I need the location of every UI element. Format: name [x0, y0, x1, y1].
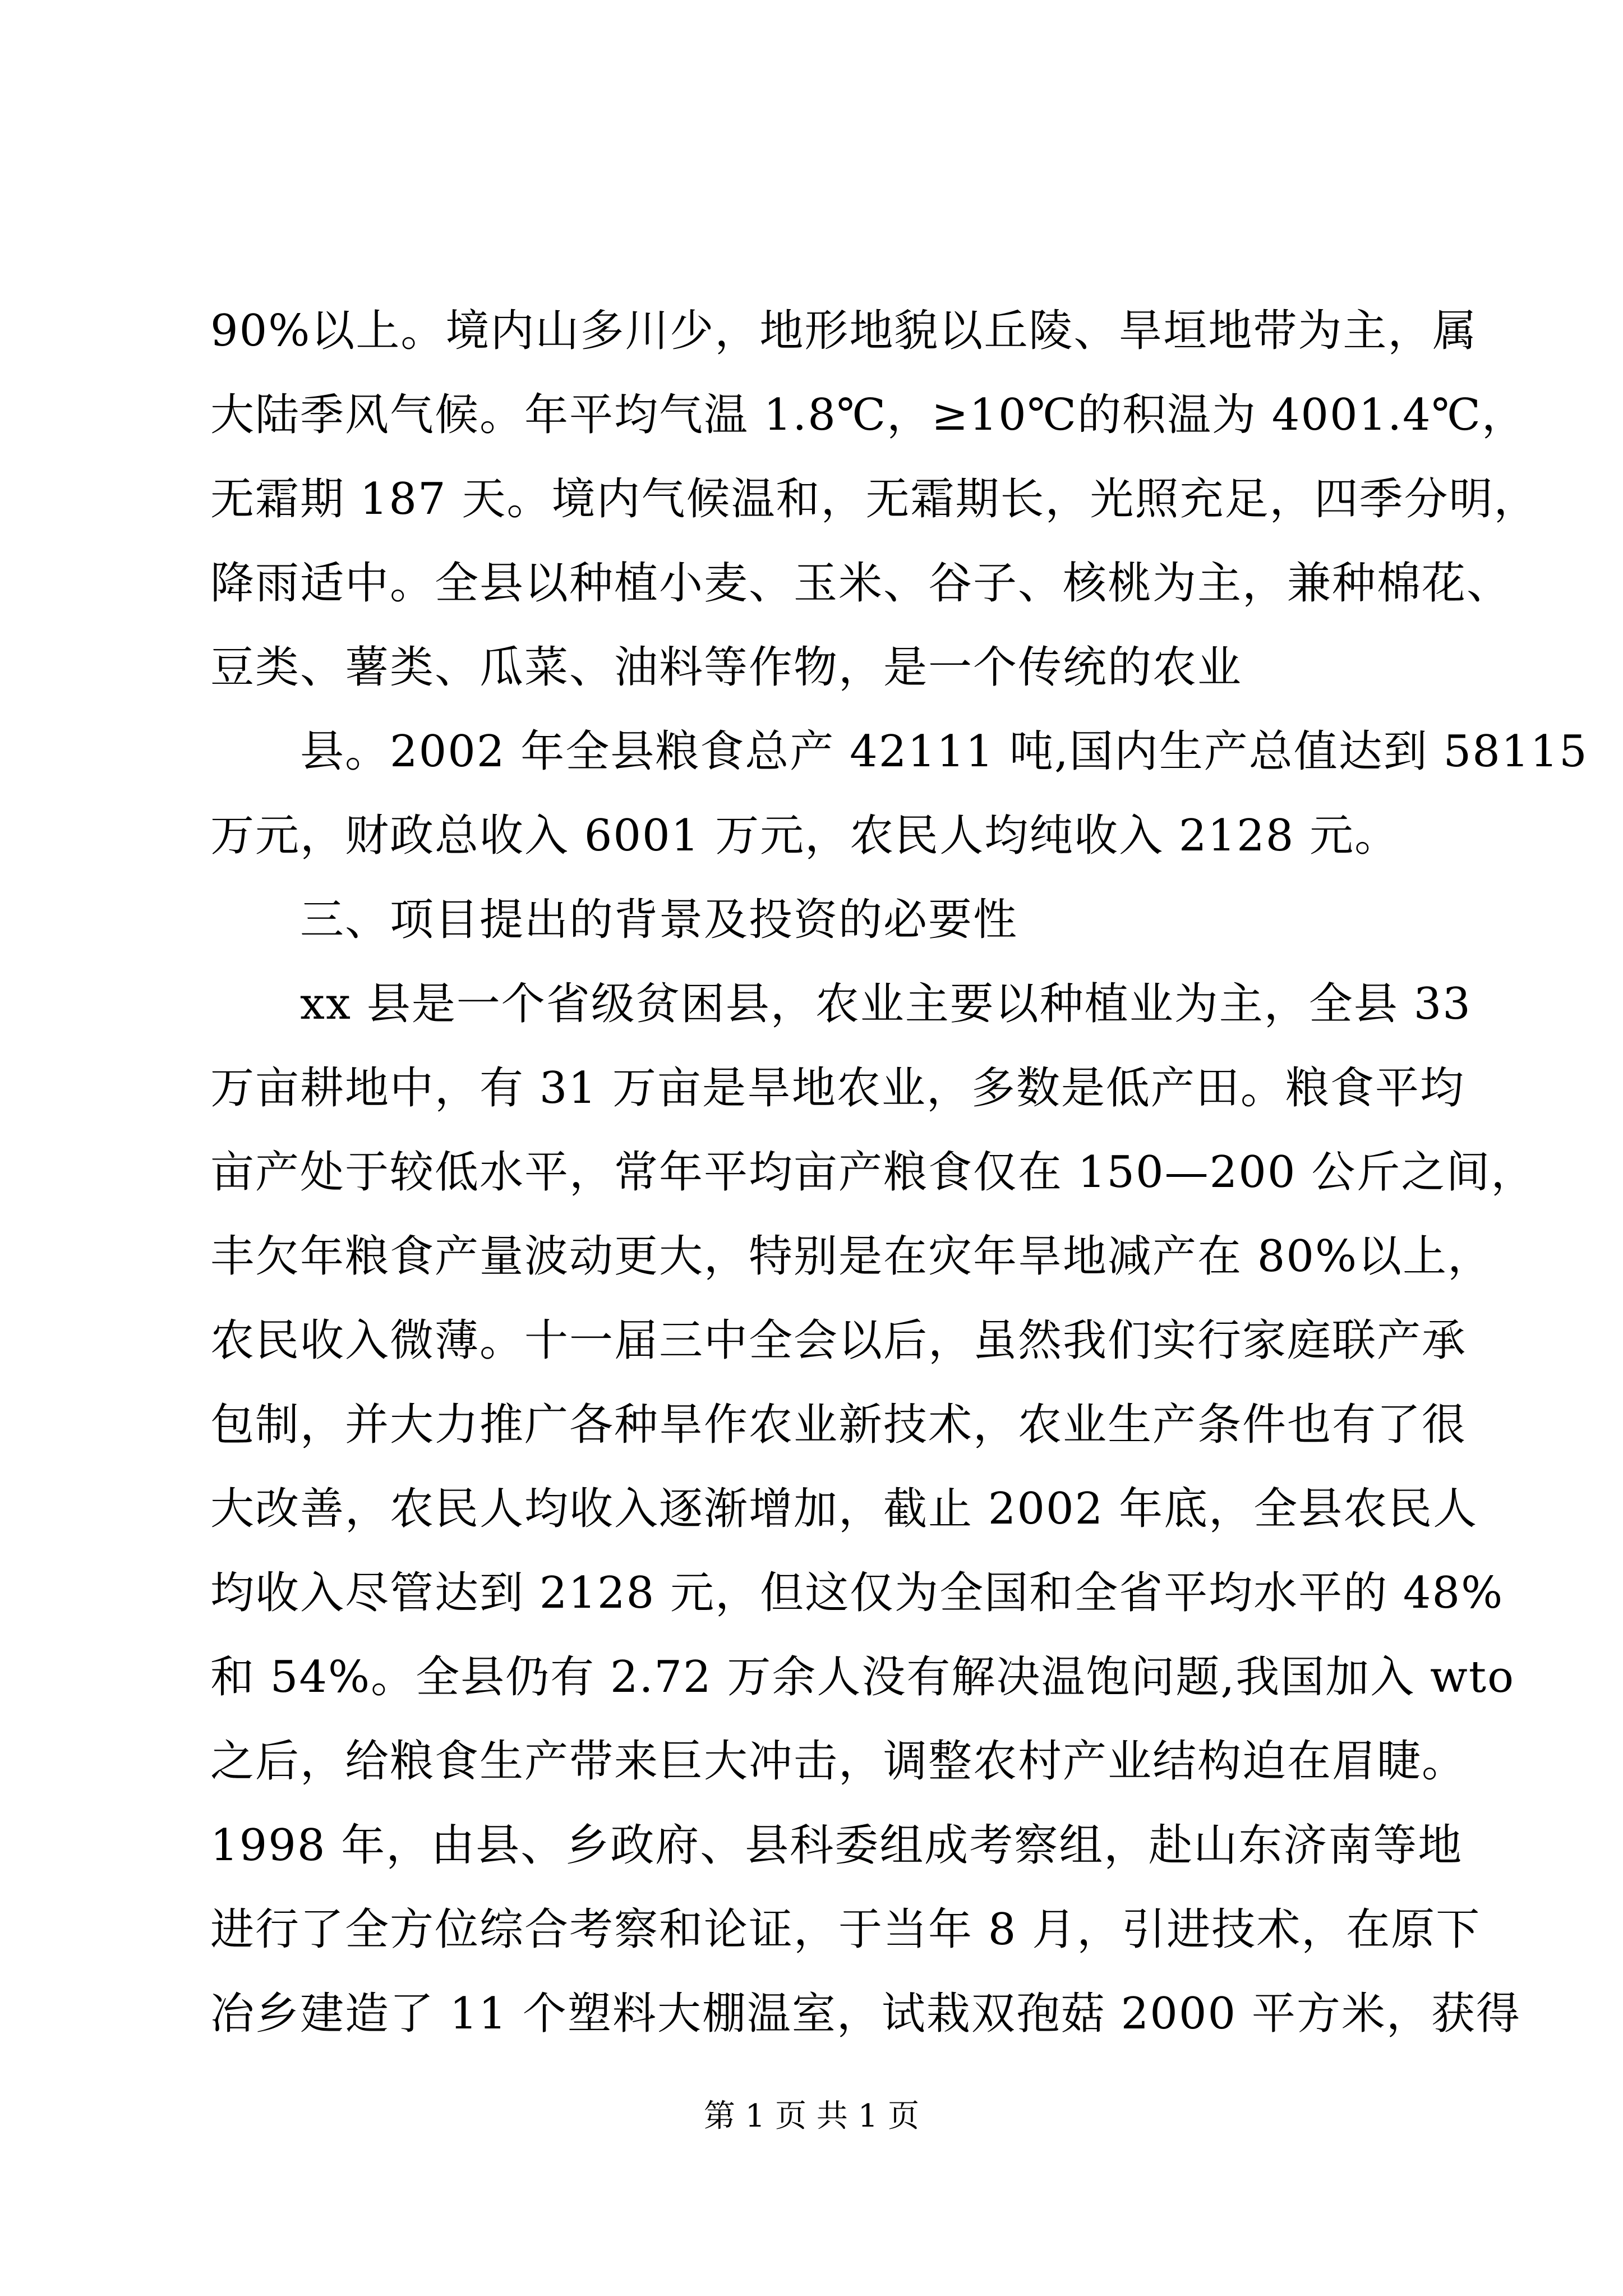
text-line: xx 县是一个省级贫困县，农业主要以种植业为主，全县 33	[210, 979, 1472, 1029]
text-line: 冶乡建造了 11 个塑料大棚温室，试栽双孢菇 2000 平方米，获得	[210, 1989, 1521, 2039]
text-line: 大陆季风气候。年平均气温 1.8℃，≥10℃的积温为 4001.4℃，	[210, 390, 1527, 440]
text-line: 农民收入微薄。十一届三中全会以后，虽然我们实行家庭联产承	[210, 1315, 1467, 1366]
text-line: 均收入尽管达到 2128 元，但这仅为全国和全省平均水平的 48%	[210, 1568, 1504, 1618]
text-line: 万元，财政总收入 6001 万元，农民人均纯收入 2128 元。	[210, 811, 1400, 861]
text-line: 亩产处于较低水平，常年平均亩产粮食仅在 150—200 公斤之间，	[210, 1147, 1536, 1198]
section-heading: 三、项目提出的背景及投资的必要性	[210, 895, 1018, 945]
text-line: 大改善，农民人均收入逐渐增加，截止 2002 年底，全县农民人	[210, 1484, 1478, 1534]
text-line: 降雨适中。全县以种植小麦、玉米、谷子、核桃为主，兼种棉花、	[210, 558, 1512, 609]
page-footer: 第 1 页 共 1 页	[703, 2098, 920, 2134]
text-line: 之后，给粮食生产带来巨大冲击，调整农村产业结构迫在眉睫。	[210, 1736, 1467, 1787]
text-line: 县。2002 年全县粮食总产 42111 吨,国内生产总值达到 58115	[210, 726, 1588, 777]
text-line: 无霜期 187 天。境内气候温和，无霜期长，光照充足，四季分明，	[210, 474, 1539, 524]
text-line: 和 54%。全县仍有 2.72 万余人没有解决温饱问题,我国加入 wto	[210, 1652, 1515, 1703]
text-line: 万亩耕地中，有 31 万亩是旱地农业，多数是低产田。粮食平均	[210, 1063, 1465, 1114]
text-line: 90%以上。境内山多川少，地形地貌以丘陵、旱垣地带为主，属	[210, 306, 1478, 356]
text-line: 1998 年，由县、乡政府、县科委组成考察组，赴山东济南等地	[210, 1820, 1463, 1871]
text-line: 进行了全方位综合考察和论证，于当年 8 月，引进技术，在原下	[210, 1904, 1481, 1955]
text-line: 丰欠年粮食产量波动更大，特别是在灾年旱地减产在 80%以上，	[210, 1231, 1493, 1282]
text-line: 包制，并大力推广各种旱作农业新技术，农业生产条件也有了很	[210, 1400, 1467, 1450]
text-line: 豆类、薯类、瓜菜、油料等作物，是一个传统的农业	[210, 642, 1243, 693]
